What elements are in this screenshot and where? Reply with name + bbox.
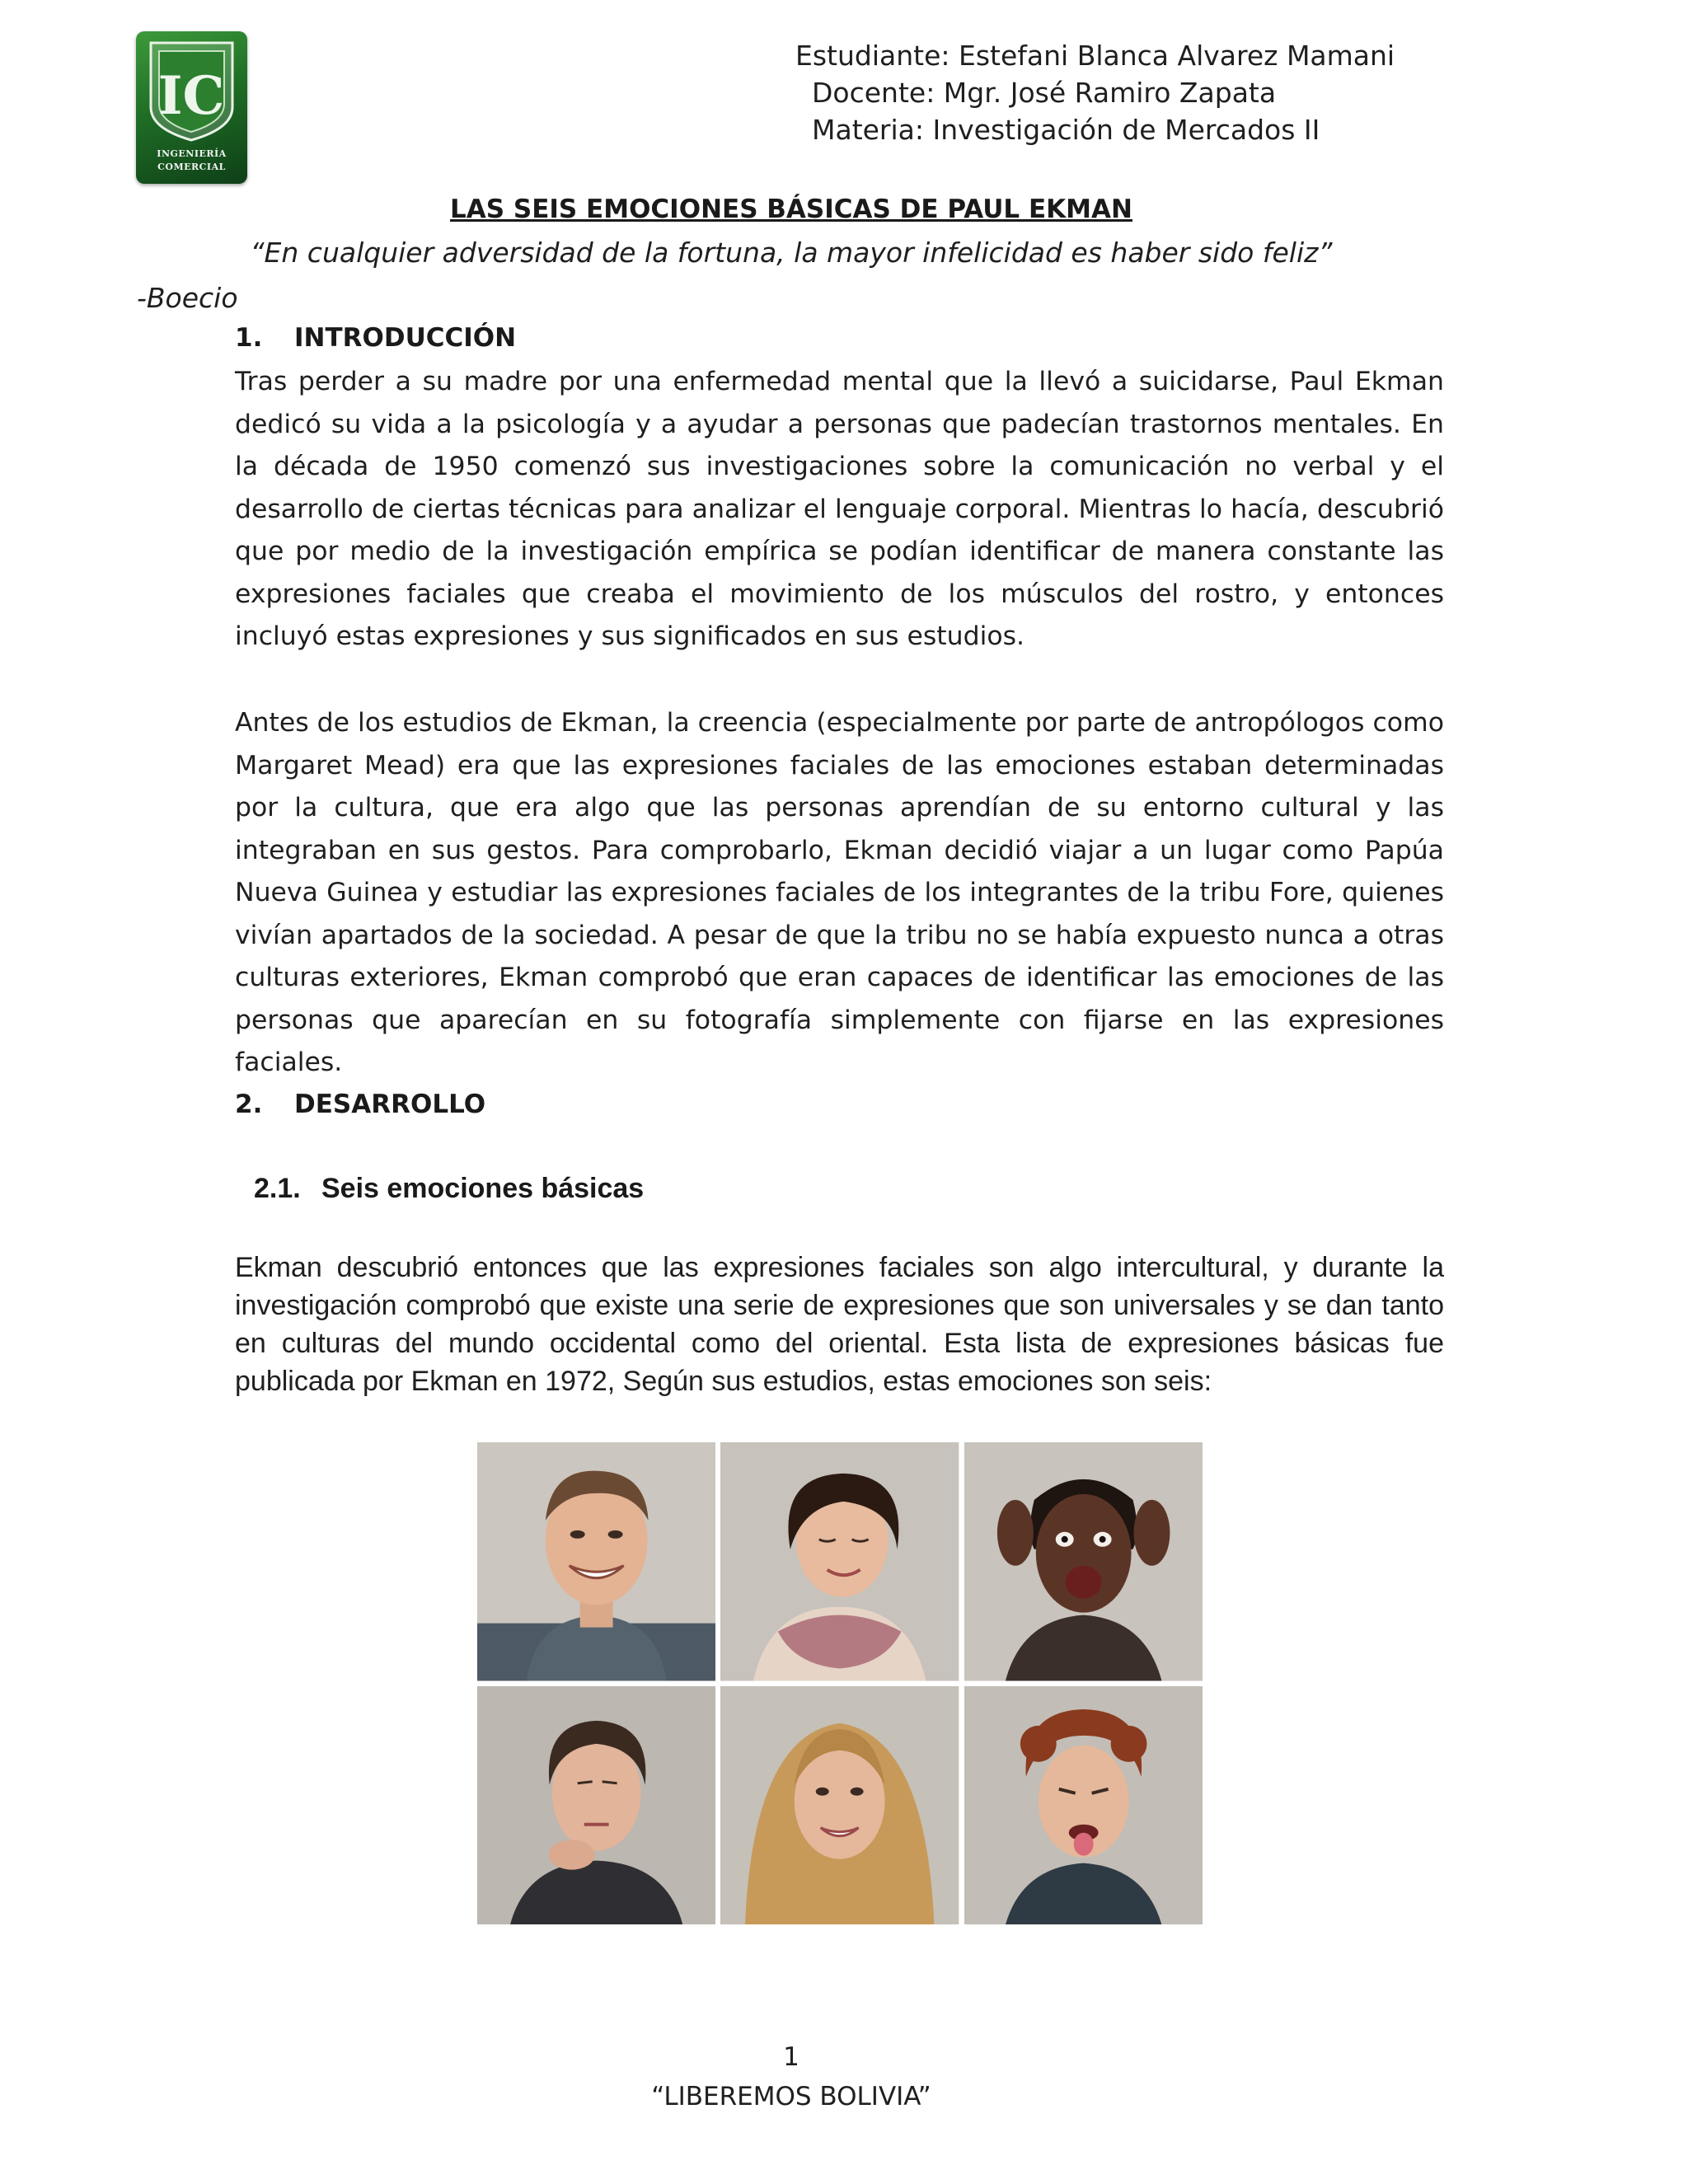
- footer-slogan: “LIBEREMOS BOLIVIA”: [651, 2082, 931, 2111]
- subsection-number: 2.1.: [254, 1173, 301, 1204]
- emotions-photo-grid: [477, 1442, 1203, 1924]
- paragraph-desarrollo: Ekman descubrió entonces que las expresiones faciales son algo intercultural, y durante la investigación comprobó que existe una serie de expresiones que son universales y se dan tanto en culturas del mundo occidental como del oriental. Esta lista de expresiones básicas fue publicada por Ekman en 1972, Según sus estudios, estas emociones son seis:: [235, 1252, 1444, 1397]
- subsection-title: Seis emociones básicas: [321, 1173, 645, 1204]
- paragraph-intro-1: Tras perder a su madre por una enfermedad mental que la llevó a suicidarse, Paul Ekman dedicó su vida a la psicología y a ayudar a personas que padecían trastornos mentales. En la década de 1950 comenzó sus investigaciones sobre la comunicación no verbal y el desarrollo de ciertas técnicas para analizar el lenguaje corporal. Mientras lo hacía, descubrió que por medio de la investigación empírica se podían identificar de manera constante las expresiones faciales que creaba el movimiento de los músculos del rostro, y entonces incluyó estas expresiones y sus significados en sus estudios.: [235, 367, 1444, 651]
- page-number: 1: [783, 2042, 799, 2072]
- document-title: LAS SEIS EMOCIONES BÁSICAS DE PAUL EKMAN: [450, 194, 1132, 224]
- teacher-name: Docente: Mgr. José Ramiro Zapata: [812, 77, 1277, 109]
- photo-smiling-blonde-woman: [720, 1686, 959, 1925]
- photo-disgusted-man: [964, 1686, 1203, 1925]
- logo-line-2: COMERCIAL: [157, 162, 226, 172]
- photo-happy-man: [477, 1442, 715, 1681]
- student-name: Estudiante: Estefani Blanca Alvarez Mamani: [795, 40, 1395, 72]
- epigraph-quote: “En cualquier adversidad de la fortuna, la mayor infelicidad es haber sido feliz”: [250, 237, 1333, 269]
- photo-content-woman: [720, 1442, 959, 1681]
- paragraph-intro-2: Antes de los estudios de Ekman, la creencia (especialmente por parte de antropólogos como Margaret Mead) era que las expresiones faciales de las emociones estaban determinadas por la cultura, que era algo que las personas aprendían de su entorno cultural y las integraban en sus gestos. Para comprobarlo, Ekman decidió viajar a un lugar como Papúa Nueva Guinea y estudiar las expresiones faciales de los integrantes de la tribu Fore, quienes vivían apartados de la sociedad. A pesar de que la tribu no se había expuesto nunca a otras culturas exteriores, Ekman comprobó que eran capaces de identificar las emociones de las personas que aparecían en su fotografía simplemente con fijarse en las expresiones faciales.: [235, 708, 1444, 1077]
- photo-surprised-woman: [964, 1442, 1203, 1681]
- logo-line-1: INGENIERÍA: [157, 148, 227, 159]
- subsection-heading-seis-emociones: [254, 1173, 644, 1205]
- subject-name: Materia: Investigación de Mercados II: [812, 114, 1320, 146]
- logo-letters: IC: [157, 65, 225, 127]
- section-number: 1.: [235, 323, 263, 353]
- epigraph-author: -Boecio: [137, 282, 238, 314]
- university-logo: [136, 31, 247, 184]
- photo-thoughtful-woman: [477, 1686, 715, 1925]
- section-heading-desarrollo: [235, 1090, 485, 1119]
- section-title: DESARROLLO: [294, 1090, 486, 1119]
- section-heading-introduccion: [235, 323, 516, 353]
- section-number: 2.: [235, 1090, 263, 1119]
- section-title: INTRODUCCIÓN: [294, 323, 517, 353]
